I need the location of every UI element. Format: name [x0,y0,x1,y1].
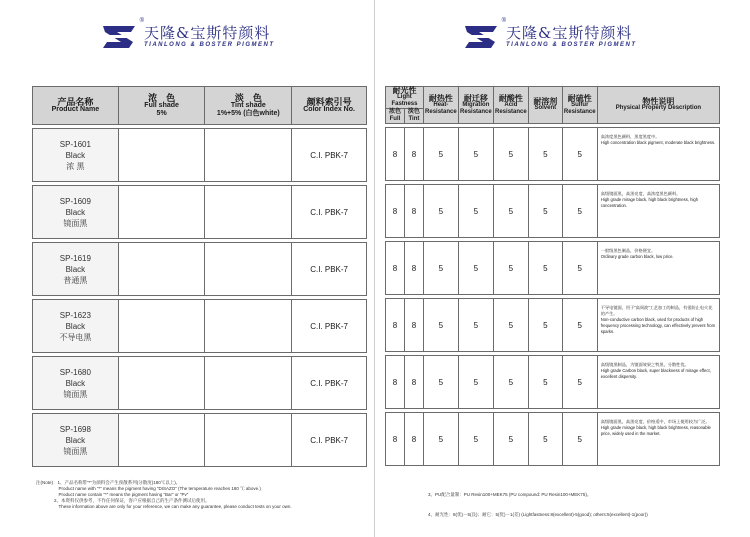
brand-logo-icon [100,18,144,50]
migration-value: 5 [458,128,493,181]
brand-header [100,18,275,50]
registered-mark: ® [501,18,506,24]
header-heat-resistance: 耐热性 Heat- Resistance [423,87,458,124]
registered-mark: ® [139,18,144,24]
light-tint-value: 8 [404,185,423,238]
note-line: Product name with “*” means the pigment having “DISAZO” (The temperature reaches 180 ℃ above.) [36,486,261,491]
header-full-shade: 浓 色 Full shade 5% [118,87,205,125]
note-line: 注(Note)：1、产品名称带“*”为颜料会产生预散系列(分散度(180℃以上)。 [36,480,181,485]
physical-description [597,185,719,238]
table-row [33,186,367,239]
sulfur-value: 5 [562,356,597,409]
light-tint-value: 8 [404,128,423,181]
product-name-cell [33,300,119,353]
note-line: These information above are only for your reference, we can make any guarantee, please conduct tests on your own. [36,504,292,509]
description-en: High grade Carbon black, super blackness of mirage effect, excellent dispersity. [600,368,711,379]
full-shade-swatch [118,357,205,410]
product-name-cn: 镜面黑 [63,389,88,399]
table-row [33,300,367,353]
header-tint: 淡色 Tint [404,109,423,124]
description-cn: 高级镜面黑，高黑亮度，价格适中，市场上使用较为广泛。 [600,419,710,424]
physical-description [597,413,719,466]
header-product-name: 产品名称 Product Name [33,87,119,125]
tint-shade-swatch [205,129,292,182]
migration-value: 5 [458,242,493,295]
acid-value: 5 [493,185,528,238]
product-table-header [33,87,367,125]
product-name-cn: 镜面黑 [63,218,88,228]
product-name-cell [33,414,119,467]
tint-shade-swatch [205,300,292,353]
table-row [386,185,720,238]
acid-value: 5 [493,299,528,352]
tint-shade-swatch [205,357,292,410]
product-name-cn: 浓 黑 [66,161,85,171]
product-name-cn: 普通黑 [63,275,88,285]
heat-value: 5 [423,413,458,466]
sulfur-value: 5 [562,185,597,238]
migration-value: 5 [458,299,493,352]
brand-name-en: TIANLONG & BOSTER PIGMENT [144,42,275,48]
notes-right [428,492,648,518]
light-tint-value: 8 [404,356,423,409]
migration-value: 5 [458,356,493,409]
description-cn: 高级镜黑制品，为镜面效果之特黑，分散性优。 [600,362,689,367]
solvent-value: 5 [528,242,562,295]
header-acid-resistance: 耐酸性 Acid Resistance [493,87,528,124]
sulfur-value: 5 [562,299,597,352]
color-index-cell: C.I. PBK-7 [292,414,367,467]
acid-value: 5 [493,413,528,466]
description-en: High concentration black pigment, moderate black brightness. [600,140,716,145]
product-code: SP-1698 [59,424,91,434]
solvent-value: 5 [528,413,562,466]
acid-value: 5 [493,242,528,295]
table-row [386,413,720,466]
header-color-index: 颜料索引号 Color Index No. [292,87,367,125]
solvent-value: 5 [528,299,562,352]
product-color: Black [65,264,86,274]
table-row [33,129,367,182]
property-table-header [386,87,720,109]
solvent-value: 5 [528,185,562,238]
full-shade-swatch [118,186,205,239]
brand-name-cn: 天隆&宝斯特颜料 [506,24,633,42]
brand-name-en: TIANLONG & BOSTER PIGMENT [506,42,637,48]
product-name-cell [33,129,119,182]
full-shade-swatch [118,243,205,296]
description-cn: 高浓度黑色颜料，黑度黑度中。 [600,134,660,139]
color-index-cell: C.I. PBK-7 [292,357,367,410]
product-color: Black [65,207,86,217]
description-cn: 不导电镜面，用于“高周波”工艺加工的制品，有很防止电火花的产生。 [600,305,713,316]
product-name-cell [33,186,119,239]
table-row [386,356,720,409]
product-color: Black [65,150,86,160]
sulfur-value: 5 [562,413,597,466]
note-line: 2、本资料仅供参考，不作任何保证，客户应根据自己的生产条件测试后使用。 [36,498,210,503]
description-en: Non-conductive carbon black, used for products of high frequency processing technology, can effectively prevent from sparks. [600,317,716,334]
solvent-value: 5 [528,128,562,181]
light-tint-value: 8 [404,242,423,295]
tint-shade-swatch [205,414,292,467]
migration-value: 5 [458,185,493,238]
physical-description [597,242,719,295]
header-light-fastness: 耐光性 Light Fastness [386,87,424,109]
tint-shade-swatch [205,243,292,296]
product-name-cell [33,243,119,296]
note-line: 3、PU配合量制：PU Resin100+MEK75 (PU compound: PU Resin100+MEK75)。 [428,492,592,497]
full-shade-swatch [118,300,205,353]
light-full-value: 8 [386,299,405,352]
color-index-cell: C.I. PBK-7 [292,186,367,239]
acid-value: 5 [493,128,528,181]
product-code: SP-1680 [59,367,91,377]
heat-value: 5 [423,356,458,409]
physical-description [597,128,719,181]
product-color: Black [65,321,86,331]
solvent-value: 5 [528,356,562,409]
migration-value: 5 [458,413,493,466]
header-full: 浓色 Full [386,109,405,124]
product-code: SP-1609 [59,196,91,206]
product-name-cell [33,357,119,410]
light-tint-value: 8 [404,299,423,352]
sulfur-value: 5 [562,128,597,181]
note-line: 4、耐光性：8(优)－5(良)；耐它：5(优)－1(差) (Lightfastness:8(excellent)-5(good); others:5(excellent)-1(poor)) [428,512,648,517]
full-shade-swatch [118,414,205,467]
brand-logo-icon [462,18,506,50]
light-full-value: 8 [386,356,405,409]
table-row [386,242,720,295]
brand-header-right [462,18,637,50]
description-en: High grade mirage black, high black brightness, high concentration. [600,197,699,208]
light-full-value: 8 [386,185,405,238]
full-shade-swatch [118,129,205,182]
color-index-cell: C.I. PBK-7 [292,129,367,182]
heat-value: 5 [423,128,458,181]
header-migration-resistance: 耐迁移 Migration Resistance [458,87,493,124]
header-sulfur-resistance: 耐硫性 Sulfur Resistance [562,87,597,124]
light-full-value: 8 [386,128,405,181]
tint-shade-swatch [205,186,292,239]
physical-description [597,356,719,409]
product-color: Black [65,378,86,388]
acid-value: 5 [493,356,528,409]
description-en: Ordinary grade carbon black, low price. [600,254,674,259]
product-code: SP-1619 [59,253,91,263]
description-en: High grade mirage black, high black brightness, reasonable price, widely used in the market. [600,425,711,436]
sulfur-value: 5 [562,242,597,295]
physical-description [597,299,719,352]
product-name-cn: 镜面黑 [63,446,88,456]
table-row [33,357,367,410]
color-index-cell: C.I. PBK-7 [292,243,367,296]
property-table [385,86,720,466]
product-code: SP-1623 [59,310,91,320]
color-index-cell: C.I. PBK-7 [292,300,367,353]
heat-value: 5 [423,185,458,238]
product-name-cn: 不导电黑 [59,332,92,342]
brand-name-cn: 天隆&宝斯特颜料 [144,24,271,42]
table-row [386,299,720,352]
light-full-value: 8 [386,413,405,466]
product-table [32,86,367,467]
product-color: Black [65,435,86,445]
product-code: SP-1601 [59,139,91,149]
light-full-value: 8 [386,242,405,295]
header-physical-property: 物性说明 Physical Property Description [597,87,719,124]
heat-value: 5 [423,242,458,295]
notes-left [36,480,292,510]
light-tint-value: 8 [404,413,423,466]
table-row [33,243,367,296]
header-tint-shade: 淡 色 Tint shade 1%+5% (白色white) [205,87,292,125]
header-solvent: 耐溶剂 Solvent [528,87,562,124]
note-line: Product name contain “*” means the pigment having “Bar” or “Pv” [36,492,189,497]
heat-value: 5 [423,299,458,352]
description-cn: 高级镜面黑，高黑亮度，高浓度黑色颜料。 [600,191,681,196]
description-cn: 一般级黑色制品，价格便宜。 [600,248,656,253]
table-row [386,128,720,181]
table-row [33,414,367,467]
